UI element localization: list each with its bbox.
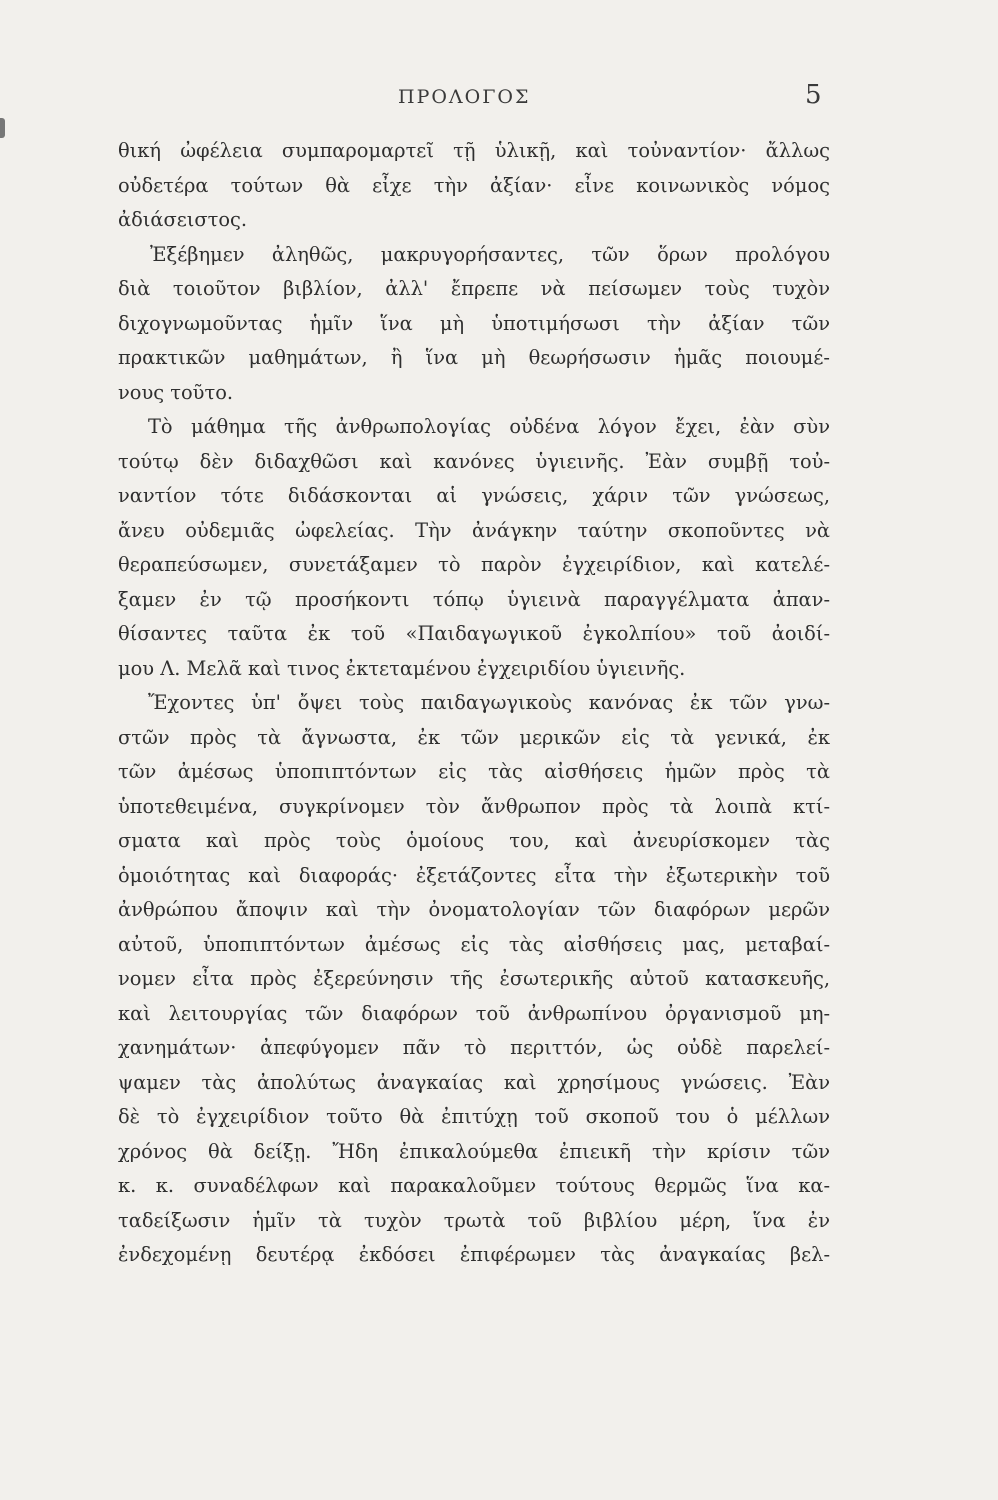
text-line: διὰ τοιοῦτον βιβλίον, ἀλλ' ἔπρεπε νὰ πείσωμεν τοὺς τυχὸν xyxy=(118,277,830,300)
text-line: μου Λ. Μελᾶ καὶ τινος ἐκτεταμένου ἐγχειριδίου ὑγιεινῆς. xyxy=(118,656,686,680)
running-title: ΠΡΟΛΟΓΟΣ xyxy=(398,86,531,108)
text-line: ξαμεν ἐν τῷ προσήκοντι τόπῳ ὑγιεινὰ παραγγέλματα ἀπαν- xyxy=(118,587,830,611)
text-line: Ἔχοντες ὑπ' ὄψει τοὺς παιδαγωγικοὺς κανόνας ἐκ τῶν γνω- xyxy=(148,691,830,714)
text-line: νομεν εἶτα πρὸς ἐξερεύνησιν τῆς ἐσωτερικῆς αὐτοῦ κατασκευῆς, xyxy=(118,967,830,990)
text-line: ψαμεν τὰς ἀπολύτως ἀναγκαίας καὶ χρησίμους γνώσεις. Ἐὰν xyxy=(118,1070,830,1094)
text-line: θεραπεύσωμεν, συνετάξαμεν τὸ παρὸν ἐγχειρίδιον, καὶ κατελέ- xyxy=(118,553,830,576)
text-line: ἀδιάσειστος. xyxy=(118,208,248,231)
text-line: καὶ λειτουργίας τῶν διαφόρων τοῦ ἀνθρωπίνου ὀργανισμοῦ μη- xyxy=(118,1001,830,1025)
text-line: ἀνθρώπου ἄποψιν καὶ τὴν ὀνοματολογίαν τῶν διαφόρων μερῶν xyxy=(118,898,830,921)
text-line: σματα καὶ πρὸς τοὺς ὁμοίους του, καὶ ἀνευρίσκομεν τὰς xyxy=(118,829,830,852)
text-line: ἄνευ οὐδεμιᾶς ὠφελείας. Τὴν ἀνάγκην ταύτην σκοποῦντες νὰ xyxy=(118,518,830,542)
text-line: ὁμοιότητας καὶ διαφοράς· ἐξετάζοντες εἶτα τὴν ἐξωτερικὴν τοῦ xyxy=(118,863,830,887)
text-line: κ. κ. συναδέλφων καὶ παρακαλοῦμεν τούτους θερμῶς ἵνα κα- xyxy=(118,1174,830,1197)
text-line: ναντίον τότε διδάσκονται αἱ γνώσεις, χάριν τῶν γνώσεως, xyxy=(118,484,830,507)
text-line: διχογνωμοῦντας ἡμῖν ἵνα μὴ ὑποτιμήσωσι τὴν ἀξίαν τῶν xyxy=(118,311,830,335)
text-line: ὑποτεθειμένα, συγκρίνομεν τὸν ἄνθρωπον πρὸς τὰ λοιπὰ κτί- xyxy=(118,794,830,818)
text-line: θική ὠφέλεια συμπαρομαρτεῖ τῇ ὑλικῇ, καὶ τοὐναντίον· ἄλλως xyxy=(118,139,830,162)
text-line: Τὸ μάθημα τῆς ἀνθρωπολογίας οὐδένα λόγον ἔχει, ἐὰν σὺν xyxy=(148,415,830,438)
page-number: 5 xyxy=(805,80,822,110)
text-line: οὐδετέρα τούτων θὰ εἶχε τὴν ἀξίαν· εἶνε κοινωνικὸς νόμος xyxy=(118,173,830,197)
text-line: ἐνδεχομένῃ δευτέρᾳ ἐκδόσει ἐπιφέρωμεν τὰς ἀναγκαίας βελ- xyxy=(118,1243,830,1266)
text-line: νους τοῦτο. xyxy=(118,380,234,404)
text-line: Ἐξέβημεν ἀληθῶς, μακρυγορήσαντες, τῶν ὅρων προλόγου xyxy=(150,242,830,266)
text-line: χρόνος θὰ δείξῃ. Ἤδη ἐπικαλούμεθα ἐπιεικῆ τὴν κρίσιν τῶν xyxy=(118,1139,830,1163)
text-line: δὲ τὸ ἐγχειρίδιον τοῦτο θὰ ἐπιτύχῃ τοῦ σκοποῦ του ὁ μέλλων xyxy=(118,1105,830,1128)
body-text xyxy=(118,134,830,1273)
text-line: τῶν ἀμέσως ὑποπιπτόντων εἰς τὰς αἰσθήσεις ἡμῶν πρὸς τὰ xyxy=(118,760,830,783)
text-line: στῶν πρὸς τὰ ἄγνωστα, ἐκ τῶν μερικῶν εἰς τὰ γενικά, ἐκ xyxy=(118,725,830,749)
text-line: τούτῳ δὲν διδαχθῶσι καὶ κανόνες ὑγιεινῆς. Ἐὰν συμβῇ τοὐ- xyxy=(118,449,830,473)
text-line: ταδείξωσιν ἡμῖν τὰ τυχὸν τρωτὰ τοῦ βιβλίου μέρη, ἵνα ἐν xyxy=(118,1208,830,1232)
text-line: χανημάτων· ἀπεφύγομεν πᾶν τὸ περιττόν, ὡς οὐδὲ παρελεί- xyxy=(118,1036,830,1059)
text-line: πρακτικῶν μαθημάτων, ἢ ἵνα μὴ θεωρήσωσιν ἡμᾶς ποιουμέ- xyxy=(118,346,830,369)
text-line: θίσαντες ταῦτα ἐκ τοῦ «Παιδαγωγικοῦ ἐγκολπίου» τοῦ ἀοιδί- xyxy=(118,622,830,645)
text-line: αὐτοῦ, ὑποπιπτόντων ἀμέσως εἰς τὰς αἰσθήσεις μας, μεταβαί- xyxy=(118,932,830,956)
running-head xyxy=(0,80,998,116)
page-edge-mark xyxy=(0,118,5,138)
